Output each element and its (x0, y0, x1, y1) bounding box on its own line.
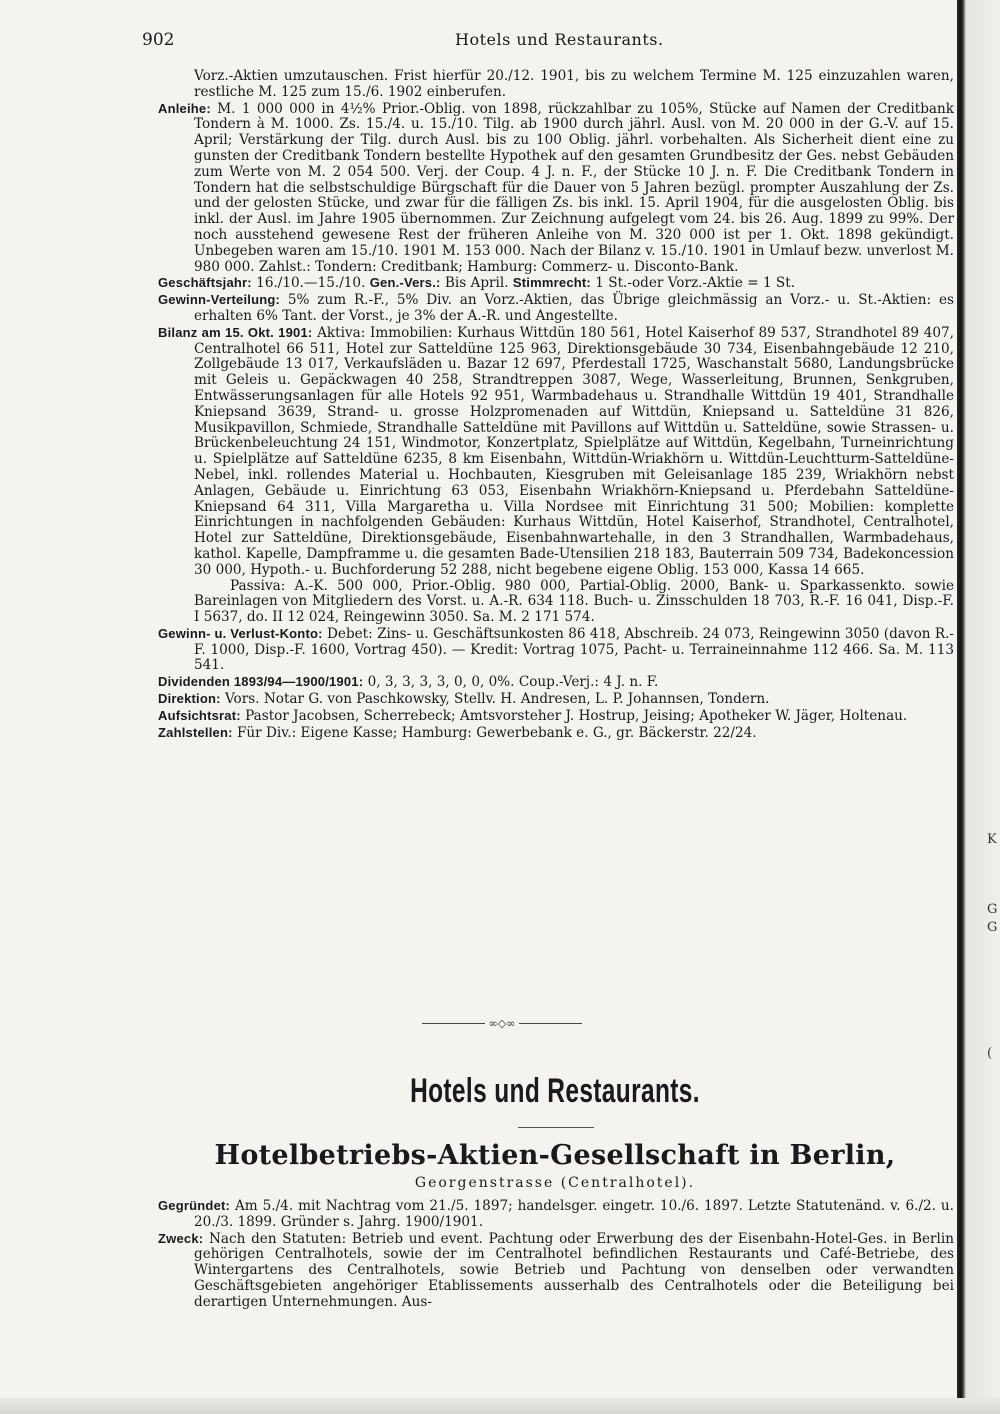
company-entry-upper (158, 69, 954, 741)
page-bottom-edge (0, 1398, 1000, 1414)
direktion-label: Direktion: (158, 691, 221, 707)
margin-fragment: G (987, 902, 998, 917)
anleihe-label: Anleihe: (158, 100, 211, 116)
geschaeftsjahr-label: Geschäftsjahr: (158, 275, 252, 291)
title-rule (518, 1127, 594, 1128)
stimmrecht-label: Stimmrecht: (512, 275, 591, 291)
guv-paragraph (158, 626, 954, 674)
gegruendet-text: Am 5./4. mit Nachtrag vom 21./5. 1897; handelsger. eingetr. 10./6. 1897. Letzte Statutenänd. v. 6./2. u. 20./3. 1899. Gründer s. Jahrg. 1900/1901. (194, 1198, 954, 1230)
section-title: Hotels und Restaurants. (410, 1072, 700, 1110)
margin-fragment: ( (987, 1046, 993, 1061)
company-title: Hotelbetriebs-Aktien-Gesellschaft in Berlin, (214, 1140, 896, 1171)
gegruendet-label: Gegründet: (158, 1198, 231, 1213)
bilanz-paragraph (158, 325, 954, 579)
geschaeftsjahr-paragraph (158, 275, 954, 292)
ornament-glyph: ∞◇∞ (488, 1016, 516, 1030)
zahlstellen-text: Für Div.: Eigene Kasse; Hamburg: Gewerbebank e. G., gr. Bäckerstr. 22/24. (232, 724, 757, 741)
aufsichtsrat-text: Pastor Jacobsen, Scherrebeck; Amtsvorsteher J. Hostrup, Jeising; Apotheker W. Jäger, Holtenau. (240, 707, 908, 724)
zweck-paragraph (158, 1231, 954, 1311)
aufsichtsrat-paragraph (158, 708, 954, 725)
margin-fragment: K (987, 832, 997, 847)
anleihe-paragraph (158, 101, 954, 276)
company-subtitle: Georgenstrasse (Centralhotel). (414, 1175, 696, 1191)
genvers-text: Bis April. (440, 275, 509, 292)
zweck-label: Zweck: (158, 1230, 204, 1246)
bilanz-label: Bilanz am 15. Okt. 1901: (158, 324, 313, 340)
section-divider-ornament (422, 1018, 582, 1028)
direktion-text: Vors. Notar G. von Paschkowsky, Stellv. H. Andresen, L. P. Johannsen, Tondern. (220, 691, 770, 708)
margin-fragment: G (987, 920, 998, 935)
dividenden-label: Dividenden 1893/94—1900/1901: (158, 674, 364, 690)
bilanz-aktiva: Aktiva: Immobilien: Kurhaus Wittdün 180 561, Hotel Kaiserhof 89 537, Strandhotel 89 407, Centralhotel 66 511, Hotel zur Satteldüne 125 963, Direktionsgebäude 30 734, Eisenbahngebäude 12 210, Zollgebäude 13 017, Verkaufsläden u. Bazar 12 697, Pferdestall 1725, Waschanstalt 5680, Landungsbrücke mit Geleis u. Gepäckwagen 40 258, Strandtreppen 3087, Wege, Wasserleitung, Brunnen, Senkgruben, Entwässerungsanlagen für alle Hotels 92 951, Warmbadehaus u. Strandhalle Wittdün 19 401, Strandhalle Kniepsand 3639, Strand- u. grosse Holzpromenaden auf Wittdün, Kniepsand u. Satteldüne 31 826, Musikpavillon, Schmiede, Strandhalle Satteldüne mit Pavillons auf Wittdün u. Satteldüne, sowie Strassen- u. Brückenbeleuchtung 24 151, Windmotor, Konzertplatz, Spielplätze auf Wittdün, Kegelbahn, Turneinrichtung u. Spielplätze auf Satteldüne 6235, 8 km Eisenbahn, Wittdün-Wriakhörn u. Wittdün-Leuchtturm-Satteldüne-Nebel, inkl. rollendes Material u. Hochbauten, Kiesgruben mit Geleisanlage 185 239, Wriakhörn nebst Anlagen, Gebäude u. Einrichtung 63 053, Eisenbahn Wriakhörn-Kniepsand u. Pferdebahn Satteldüne-Kniepsand 64 311, Villa Margaretha u. Villa Nordsee mit Einrichtung 31 500; Mobilien: komplette Einrichtungen in nachfolgenden Gebäuden: Kurhaus Wittdün, Hotel Kaiserhof, Strandhotel, Centralhotel, Hotel zur Satteldüne, Direktionsgebäude, Eisenbahnwartehalle, in den 3 Strandhallen, Warmbadehaus, kathol. Kapelle, Dampframme u. die gesamten Bade-Utensilien 218 183, Bauterrain 509 734, Badekoncession 30 000, Hypoth.- u. Buchforderung 52 288, nicht begebene eigene Oblig. 153 000, Kassa 14 665. (194, 324, 954, 578)
guv-label: Gewinn- u. Verlust-Konto: (158, 625, 323, 641)
page-number: 902 (142, 30, 175, 50)
geschaeftsjahr-text: 16./10.—15./10. (251, 275, 366, 292)
intro-paragraph: Vorz.-Aktien umzutauschen. Frist hierfür 20./12. 1901, bis zu welchem Termine M. 125 einzuzahlen waren, restliche M. 125 zum 15./6. 1902 einberufen. (194, 68, 954, 100)
running-title: Hotels und Restaurants. (455, 30, 664, 49)
aufsichtsrat-label: Aufsichtsrat: (158, 707, 241, 723)
page-header (0, 30, 960, 52)
ornament-line-left (422, 1023, 485, 1024)
direktion-paragraph (158, 691, 954, 708)
dividenden-paragraph (158, 674, 954, 691)
zahlstellen-paragraph (158, 725, 954, 742)
ornament-line-right (519, 1023, 582, 1024)
guv-text: Debet: Zins- u. Geschäftsunkosten 86 418, Abschreib. 24 073, Reingewinn 3050 (davon R.-F. 1000, Disp.-F. 1600, Vortrag 450). — Kredit: Vortrag 1075, Pacht- u. Terraineinnahme 112 466. Sa. M. 113 541. (194, 625, 954, 674)
zweck-text: Nach den Statuten: Betrieb und event. Pachtung oder Erwerbung des der Eisenbahn-Hotel-Ges. in Berlin gehörigen Centralhotels, sowie der im Centralhotel befindlichen Restaurants und Café-Betriebe, des Wintergartens des Centralhotels, sowie Betrieb und Pachtung von denselben oder verwandten Geschäftsgebieten angehöriger Etablissements ausserhalb des Centralhotels oder die Beteiligung bei derartigen Unternehmungen. Aus- (194, 1230, 954, 1310)
zahlstellen-label: Zahlstellen: (158, 724, 233, 740)
dividenden-text: 0, 3, 3, 3, 3, 0, 0, 0%. Coup.-Verj.: 4 J. n. F. (363, 674, 659, 691)
gewinnverteilung-paragraph (158, 292, 954, 325)
bilanz-passiva-paragraph: Passiva: A.-K. 500 000, Prior.-Oblig. 980 000, Partial-Oblig. 2000, Bank- u. Sparkassenkto. sowie Bareinlagen von Mitgliedern des Vorst. u. A.-R. 634 118. Buch- u. Zinsschulden 18 703, R.-F. 16 041, Disp.-F. I 5637, do. II 12 024, Reingewinn 3050. Sa. M. 2 171 574. (194, 577, 954, 626)
gegruendet-paragraph (158, 1198, 954, 1231)
genvers-label: Gen.-Vers.: (369, 275, 441, 291)
company-entry-lower (158, 1198, 954, 1311)
gewinnverteilung-label: Gewinn-Verteilung: (158, 292, 281, 308)
stimmrecht-text: 1 St.-oder Vorz.-Aktie = 1 St. (590, 275, 796, 292)
anleihe-text: M. 1 000 000 in 4½% Prior.-Oblig. von 1898, rückzahlbar zu 105%, Stücke auf Namen der Creditbank Tondern à M. 1000. Zs. 15./4. u. 15./10. Tilg. ab 1900 durch jährl. Ausl. von M. 20 000 in der G.-V. auf 15. April; Verstärkung der Tilg. durch Ausl. bis zu 100 Oblig. jährl. vorbehalten. Als Sicherheit dient eine zu gunsten der Creditbank Tondern bestellte Hypothek auf den gesamten Grundbesitz der Ges. nebst Gebäuden zum Werte von M. 2 054 500. Verj. der Coup. 4 J. n. F., der Stücke 10 J. n. F. Die Creditbank Tondern in Tondern hat die selbstschuldige Bürgschaft für die Dauer von 5 Jahren bezügl. prompter Auszahlung der Zs. und der gelosten Stücke, und zwar für die fälligen Zs. bis inkl. 15. April 1904, für die ausgelosten Oblig. bis inkl. der Ausl. im Jahre 1905 übernommen. Zur Zeichnung aufgelegt vom 24. bis 26. Aug. 1899 zu 99%. Der noch ausstehend gewesene Rest der früheren Anleihe von M. 320 000 ist per 1. Okt. 1898 gekündigt. Unbegeben waren am 15./10. 1901 M. 153 000. Nach der Bilanz v. 15./10. 1901 in Umlauf bezw. unverlost M. 980 000. Zahlst.: Tondern: Creditbank; Hamburg: Commerz- u. Disconto-Bank. (194, 100, 954, 275)
facing-page-edge (957, 0, 1000, 1414)
gewinnverteilung-text: 5% zum R.-F., 5% Div. an Vorz.-Aktien, das Übrige gleichmässig an Vorz.- u. St.-Aktien: es erhalten 6% Tant. der Vorst., je 3% der A.-R. und Angestellte. (194, 292, 954, 324)
